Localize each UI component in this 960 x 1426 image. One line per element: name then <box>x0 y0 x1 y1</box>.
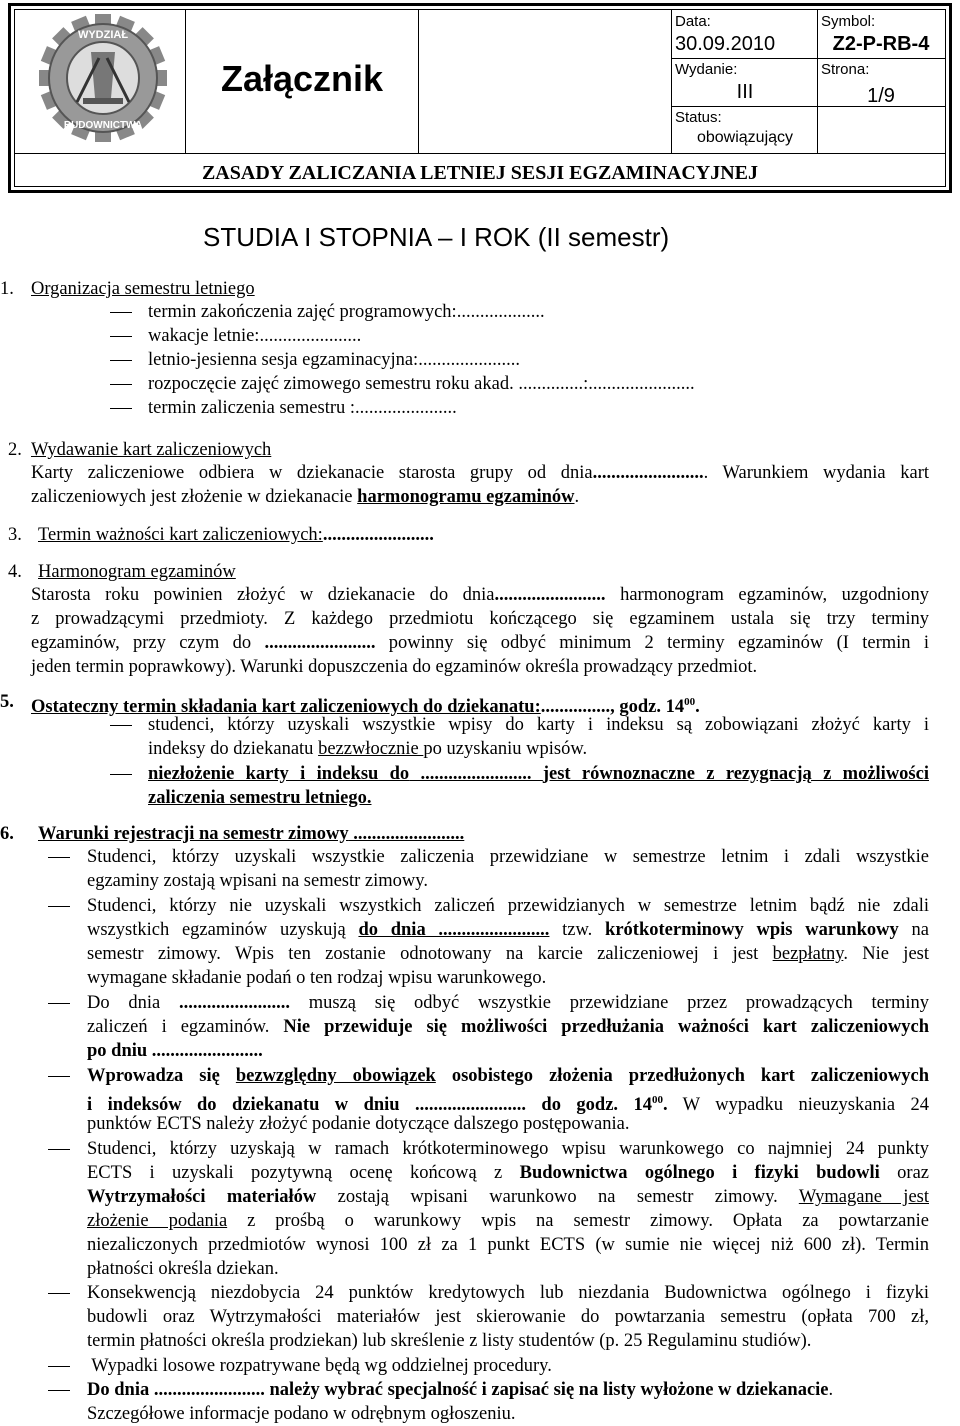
section-2-heading: Wydawanie kart zaliczeniowych <box>31 440 272 460</box>
section-3-number: 3. <box>8 525 22 545</box>
symbol-value: Z2-P-RB-4 <box>832 33 930 55</box>
edition-value: III <box>736 81 754 103</box>
section-4-heading: Harmonogram egzaminów <box>38 562 236 582</box>
section-6-number: 6. <box>0 824 14 844</box>
faculty-logo <box>21 14 181 144</box>
s5-bullet-1-line-2: indeksy do dziekanatu bezzwłocznie po uzyskaniu wpisów. <box>148 739 588 759</box>
s1-item-3: letnio-jesienna sesja egzaminacyjna:...................... <box>148 350 520 370</box>
status-value: obowiązujący <box>696 129 794 146</box>
section-1-number: 1. <box>0 279 14 299</box>
s6-p6-line-3: termin płatności określa prodziekan) lub skreślenie z listy studentów (p. 25 Regulaminu studiów). <box>87 1331 812 1351</box>
s5-bullet-2-line-1: niezłożenie karty i indeksu do ........................ jest równoznaczne z rezygnacją z możliwości <box>148 764 929 784</box>
edition-label: Wydanie: <box>675 61 738 78</box>
s6-p2-line-2: wszystkich egzaminów uzyskują do dnia ........................ tzw. krótkoterminowy wpis warunkowy na <box>87 920 929 940</box>
header-title: Załącznik <box>220 58 384 99</box>
s4-line-2: z prowadzącymi przedmioty. Z każdego przedmiotu kończącego się egzaminem ustala się trzy terminy <box>31 609 929 629</box>
s4-line-3: egzaminów, przy czym do ........................ powinny się odbyć minimum 2 terminy egzaminów (I termin i <box>31 633 930 653</box>
s5-bullet-1-line-1: studenci, którzy uzyskali wszystkie wpisy do karty i indeksu są zobowiązani złożyć karty i <box>148 715 929 735</box>
header-subtitle: ZASADY ZALICZANIA LETNIEJ SESJI EGZAMINACYJNEJ <box>201 162 759 184</box>
section-5-heading: Ostateczny termin składania kart zaliczeniowych do dziekanatu:..............., godz. $14^{00}$. <box>31 696 700 718</box>
s6-p1-line-2: egzaminy zostają wpisani na semestr zimowy. <box>87 871 428 891</box>
s6-p7: Wypadki losowe rozpatrywane będą wg oddzielnej procedury. <box>87 1356 552 1376</box>
section-6-heading: Warunki rejestracji na semestr zimowy ........................ <box>38 824 465 844</box>
date-label: Data: <box>675 13 711 30</box>
s6-p3-line-1: Do dnia ........................ muszą się odbyć wszystkie przewidziane przez prowadzących terminy <box>87 993 929 1013</box>
s6-p3-line-3: po dniu ........................ <box>87 1041 263 1061</box>
s1-item-5: termin zaliczenia semestru :...................... <box>148 398 457 418</box>
document-title: STUDIA I STOPNIA – I ROK (II semestr) <box>203 222 670 252</box>
svg-text:WYDZIAŁ: WYDZIAŁ <box>77 29 129 41</box>
s1-item-1: termin zakończenia zajęć programowych:................... <box>148 302 545 322</box>
gear-logo-icon <box>21 14 181 144</box>
section-2-number: 2. <box>8 440 22 460</box>
document-header <box>8 3 952 193</box>
s6-p6-line-2: budowli oraz Wytrzymałości materiałów jest skierowanie do powtarzania semestru (opłata 700 zł, <box>87 1307 929 1327</box>
s2-line-2: zaliczeniowych jest złożenie w dziekanacie harmonogramu egzaminów. <box>31 487 580 507</box>
status-label: Status: <box>675 109 722 126</box>
header-inner-frame <box>14 9 946 187</box>
date-value: 30.09.2010 <box>675 33 776 55</box>
s5-bullet-2-line-2: zaliczenia semestru letniego. <box>148 788 372 808</box>
s6-p4-line-3: punktów ECTS należy złożyć podanie dotyczące dalszego postępowania. <box>87 1114 630 1134</box>
s6-p6-line-1: Konsekwencją niezdobycia 24 punktów kredytowych lub niezdania Budownictwa ogólnego i fizyki <box>87 1283 929 1303</box>
symbol-label: Symbol: <box>821 13 876 30</box>
section-1-heading: Organizacja semestru letniego <box>31 279 255 299</box>
s6-p4-line-2: i indeksów do dziekanatu w dniu ........................ do godz. $14^{00}$. W wypadku nieuzyskania 24 <box>87 1094 929 1116</box>
s6-p4-line-1: Wprowadza się bezwzględny obowiązek osobistego złożenia przedłużonych kart zaliczeniowych <box>87 1066 930 1086</box>
page-value: 1/9 <box>867 85 895 107</box>
s6-p5-line-1: Studenci, którzy uzyskają w ramach krótkoterminowego wpisu warunkowego co najmniej 24 punkty <box>87 1139 929 1159</box>
s1-item-4: rozpoczęcie zajęć zimowego semestru roku akad. ..............:....................... <box>148 374 695 394</box>
s6-p5-line-2: ECTS i uzyskali pozytywną ocenę końcową z Budownictwa ogólnego i fizyki budowli oraz <box>87 1163 929 1183</box>
s6-p5-line-3: Wytrzymałości materiałów zostają wpisani warunkowo na semestr zimowy. Wymagane jest <box>87 1187 929 1207</box>
s6-p2-line-1: Studenci, którzy nie uzyskali wszystkich zaliczeń przewidzianych w semestrze letnim bądź nie zdali <box>87 896 929 916</box>
section-5-number: 5. <box>0 692 14 712</box>
section-4-number: 4. <box>8 562 22 582</box>
page-label: Strona: <box>821 61 870 78</box>
s4-line-1: Starosta roku powinien złożyć w dziekanacie do dnia........................ harmonogram egzaminów, uzgodniony <box>31 585 929 605</box>
s6-p1-line-1: Studenci, którzy uzyskali wszystkie zaliczenia przewidziane w semestrze letnim i zdali wszystkie <box>87 847 929 867</box>
s4-line-4: jeden termin poprawkowy). Warunki dopuszczenia do egzaminów określa prowadzący przedmiot. <box>31 657 758 677</box>
s6-p5-line-5: niezaliczonych przedmiotów wynosi 100 zł za 1 punkt ECTS (w sumie nie więcej niż 600 zł). Termin <box>87 1235 929 1255</box>
section-3-heading: Termin ważności kart zaliczeniowych:........................ <box>38 525 434 545</box>
s6-p8-line-1: Do dnia ........................ należy wybrać specjalność i zapisać się na listy wyłożone w dziekanacie. <box>87 1380 834 1400</box>
s6-p5-line-6: płatności określa dziekan. <box>87 1259 279 1279</box>
s2-line-1: Karty zaliczeniowe odbiera w dziekanacie starosta grupy od dnia......................... Warunkiem wydania kart <box>31 463 929 483</box>
s6-p2-line-3: semestr zimowy. Wpis ten zostanie odnotowany na karcie zaliczeniowej i jest bezpłatny. Nie jest <box>87 944 929 964</box>
s6-p8-line-2: Szczegółowe informacje podano w odrębnym ogłoszeniu. <box>87 1404 516 1424</box>
svg-text:BUDOWNICTWA: BUDOWNICTWA <box>63 120 143 131</box>
s6-p5-line-4: złożenie podania z prośbą o warunkowy wpis na semestr zimowy. Opłata za powtarzanie <box>87 1211 929 1231</box>
s6-p3-line-2: zaliczeń i egzaminów. Nie przewiduje się możliwości przedłużania ważności kart zaliczeniowych <box>87 1017 929 1037</box>
s6-p2-line-4: wymagane składanie podań o ten rodzaj wpisu warunkowego. <box>87 968 547 988</box>
s1-item-2: wakacje letnie:...................... <box>148 326 362 346</box>
